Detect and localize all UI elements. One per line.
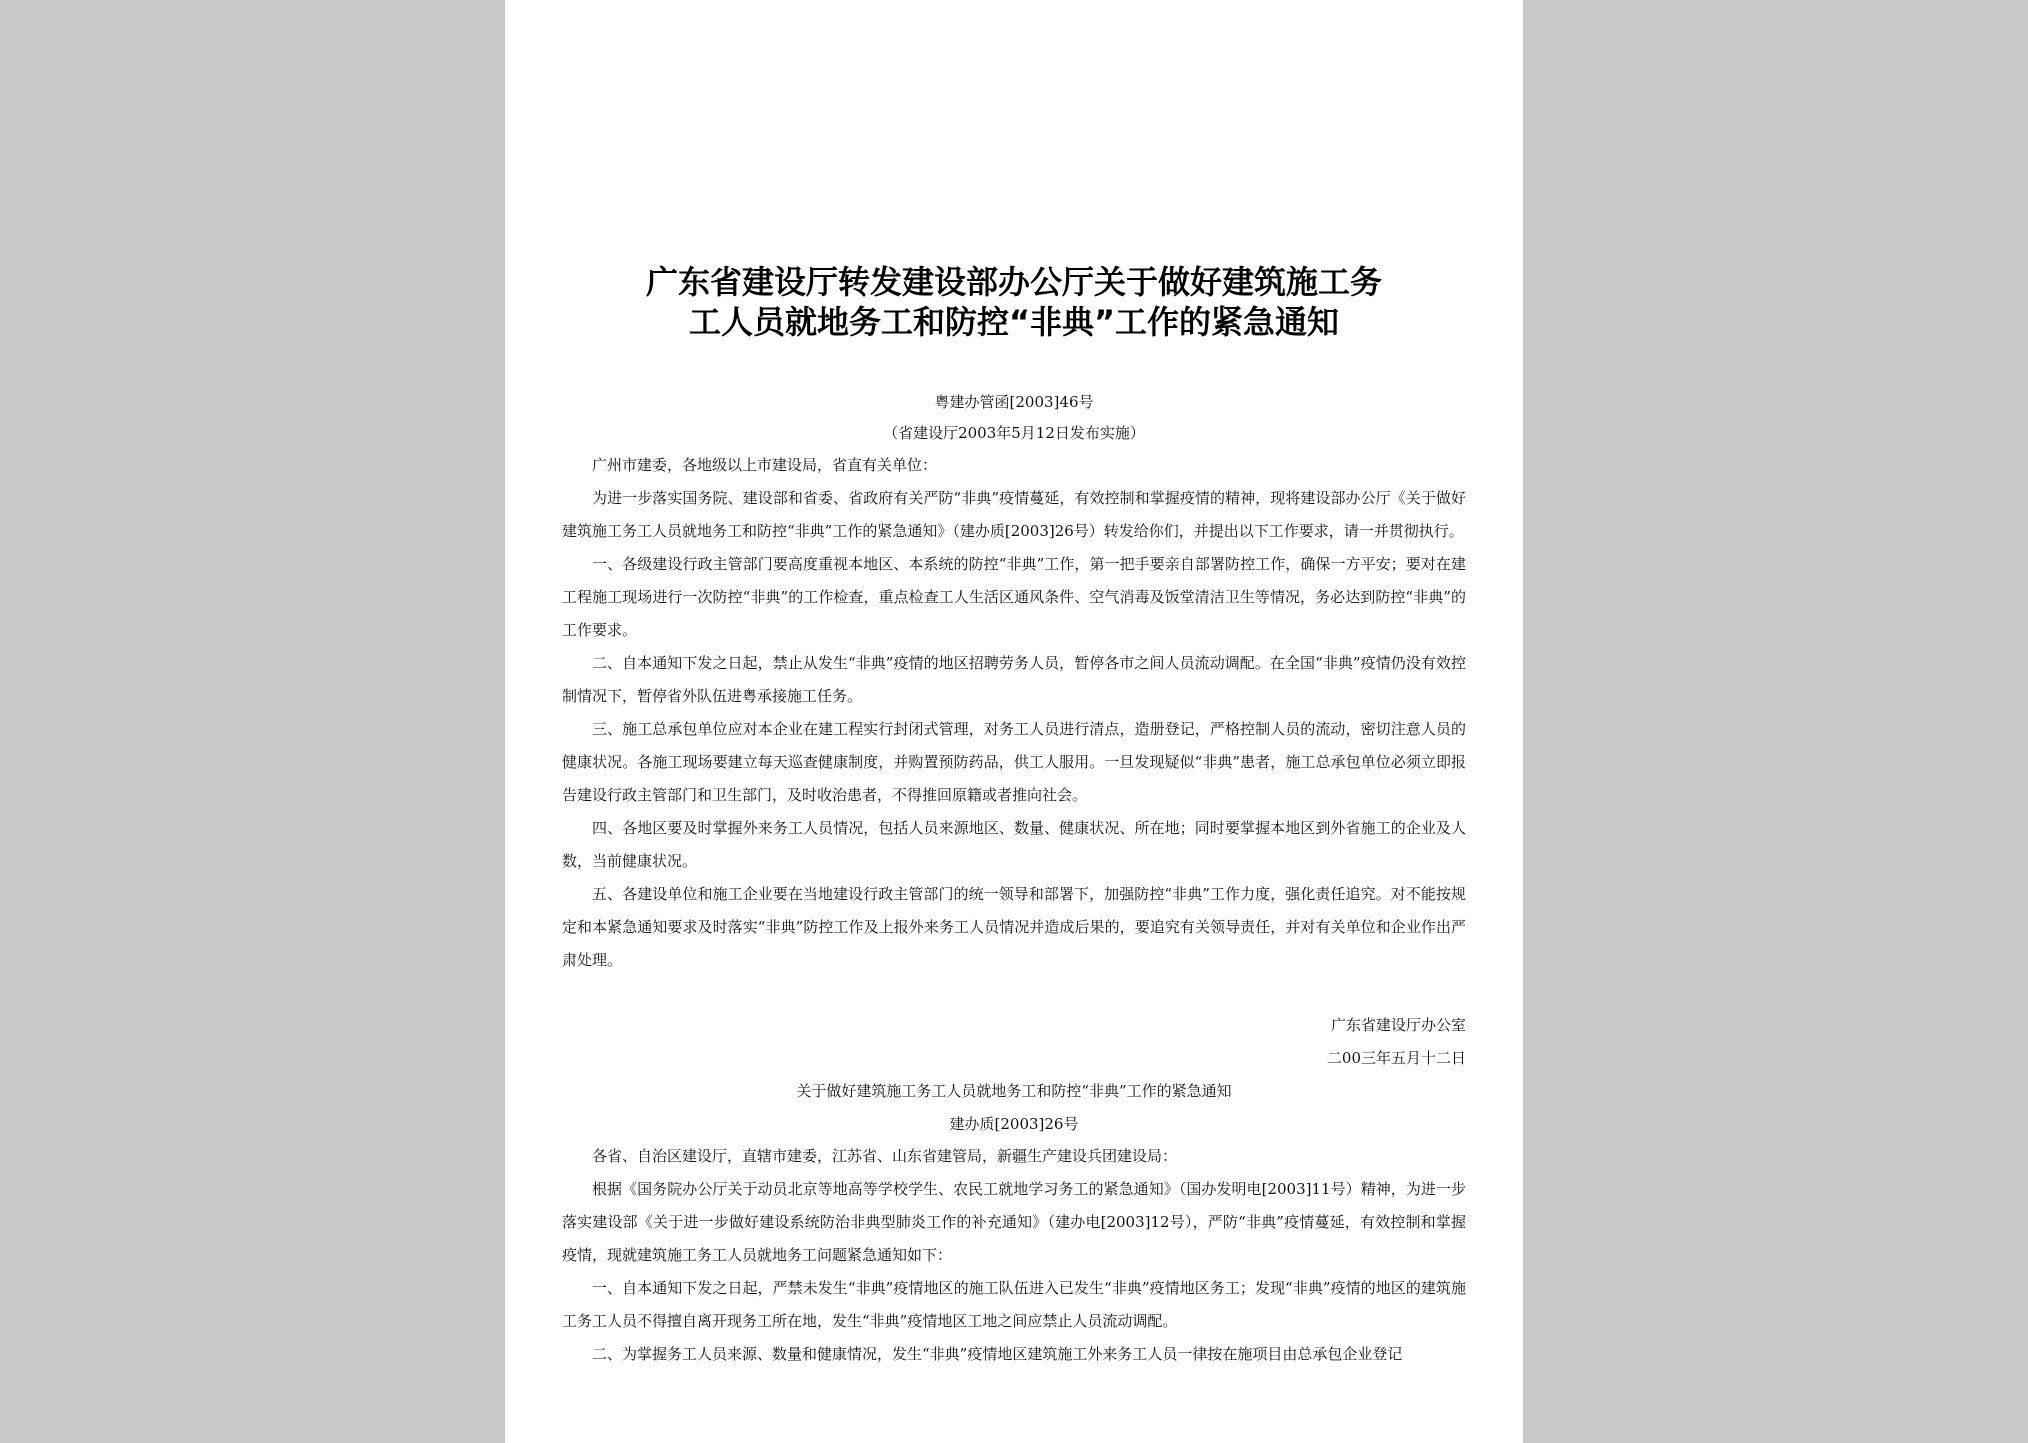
paragraph: 一、各级建设行政主管部门要高度重视本地区、本系统的防控“非典”工作，第一把手要亲自部署防控工作，确保一方平安；要对在建工程施工现场进行一次防控“非典”的工作检查，重点检查工人生活区通风条件、空气消毒及饭堂清洁卫生等情况，务必达到防控“非典”的工作要求。 xyxy=(562,555,1466,639)
attached-notice-title: 关于做好建筑施工务工人员就地务工和防控“非典”工作的紧急通知 xyxy=(796,1082,1232,1100)
title-line-2: 工人员就地务工和防控“非典”工作的紧急通知 xyxy=(688,303,1340,341)
signing-date: 二00三年五月十二日 xyxy=(1326,1049,1466,1067)
salutation: 广州市建委，各地级以上市建设局，省直有关单位： xyxy=(592,456,938,474)
paragraph: 根据《国务院办公厅关于动员北京等地高等学校学生、农民工就地学习务工的紧急通知》（国办发明电[2003]11号）精神，为进一步落实建设部《关于进一步做好建设系统防治非典型肺炎工作的补充通知》（建办电[2003]12号），严防“非典”疫情蔓延，有效控制和掌握疫情，现就建筑施工务工人员就地务工问题紧急通知如下： xyxy=(562,1180,1466,1264)
paragraph: 二、自本通知下发之日起，禁止从发生“非典”疫情的地区招聘劳务人员，暂停各市之间人员流动调配。在全国“非典”疫情仍没有效控制情况下，暂停省外队伍进粤承接施工任务。 xyxy=(562,654,1466,705)
paragraph: 四、各地区要及时掌握外来务工人员情况，包括人员来源地区、数量、健康状况、所在地；同时要掌握本地区到外省施工的企业及人数，当前健康状况。 xyxy=(562,819,1466,870)
issue-note: （省建设厅2003年5月12日发布实施） xyxy=(883,424,1145,442)
paragraph: 二、为掌握务工人员来源、数量和健康情况，发生“非典”疫情地区建筑施工外来务工人员一律按在施项目由总承包企业登记 xyxy=(592,1345,1403,1363)
attached-document-number: 建办质[2003]26号 xyxy=(949,1115,1079,1133)
paragraph: 为进一步落实国务院、建设部和省委、省政府有关严防“非典”疫情蔓延，有效控制和掌握疫情的精神，现将建设部办公厅《关于做好建筑施工务工人员就地务工和防控“非典”工作的紧急通知》（建办质[2003]26号）转发给你们，并提出以下工作要求，请一并贯彻执行。 xyxy=(562,489,1466,540)
attached-notice-body xyxy=(562,1140,1466,1371)
paragraph: 一、自本通知下发之日起，严禁未发生“非典”疫情地区的施工队伍进入已发生“非典”疫情地区务工；发现“非典”疫情的地区的建筑施工务工人员不得擅自离开现务工所在地，发生“非典”疫情地区工地之间应禁止人员流动调配。 xyxy=(562,1279,1466,1330)
salutation: 各省、自治区建设厅，直辖市建委，江苏省、山东省建管局，新疆生产建设兵团建设局： xyxy=(592,1147,1178,1165)
paragraph: 五、各建设单位和施工企业要在当地建设行政主管部门的统一领导和部署下，加强防控“非典”工作力度，强化责任追究。对不能按规定和本紧急通知要求及时落实“非典”防控工作及上报外来务工人员情况并造成后果的，要追究有关领导责任，并对有关单位和企业作出严肃处理。 xyxy=(562,885,1466,969)
paragraph: 三、施工总承包单位应对本企业在建工程实行封闭式管理，对务工人员进行清点，造册登记，严格控制人员的流动，密切注意人员的健康状况。各施工现场要建立每天巡查健康制度，并购置预防药品，供工人服用。一旦发现疑似“非典”患者，施工总承包单位必须立即报告建设行政主管部门和卫生部门，及时收治患者，不得推回原籍或者推向社会。 xyxy=(562,720,1466,804)
document-page xyxy=(505,0,1523,1443)
title-line-1: 广东省建设厅转发建设部办公厅关于做好建筑施工务 xyxy=(645,263,1382,301)
document-number: 粤建办管函[2003]46号 xyxy=(934,393,1094,411)
signer: 广东省建设厅办公室 xyxy=(1330,1016,1466,1034)
document-title xyxy=(545,262,1483,342)
notice-body xyxy=(562,449,1466,977)
